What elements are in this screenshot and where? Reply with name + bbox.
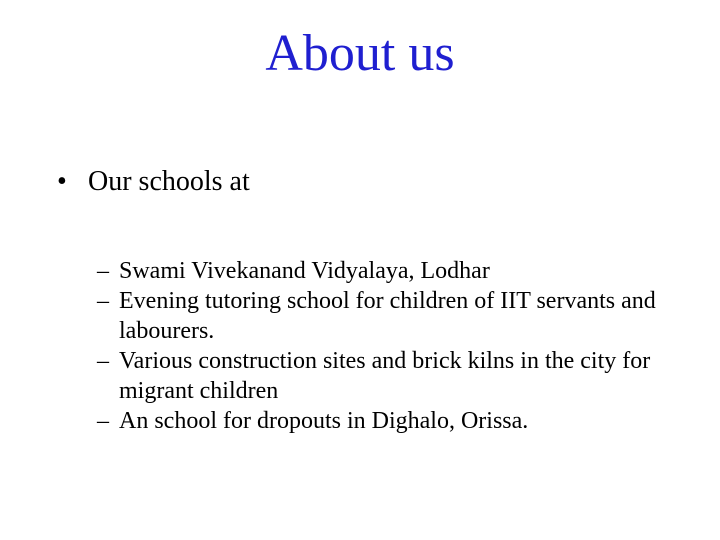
dash-icon: – [97, 348, 109, 374]
bullet-text: Our schools at [88, 166, 250, 197]
sub-bullet-text: Swami Vivekanand Vidyalaya, Lodhar [119, 258, 490, 284]
sub-bullet-item [97, 406, 697, 436]
sub-bullet-text: Evening tutoring school for children of IIT servants and labourers. [119, 288, 656, 344]
sub-bullet-item [97, 256, 697, 286]
sub-bullet-item [97, 286, 697, 346]
sub-bullet-item [97, 346, 697, 406]
bullet-item [57, 164, 250, 200]
bullet-icon: • [57, 166, 67, 197]
sub-bullet-list [97, 256, 697, 436]
sub-bullet-text: Various construction sites and brick kilns in the city for migrant children [119, 348, 651, 404]
sub-bullet-text: An school for dropouts in Dighalo, Orissa. [119, 408, 529, 434]
dash-icon: – [97, 258, 109, 284]
page-title: About us [265, 25, 455, 82]
dash-icon: – [97, 288, 109, 314]
dash-icon: – [97, 408, 109, 434]
